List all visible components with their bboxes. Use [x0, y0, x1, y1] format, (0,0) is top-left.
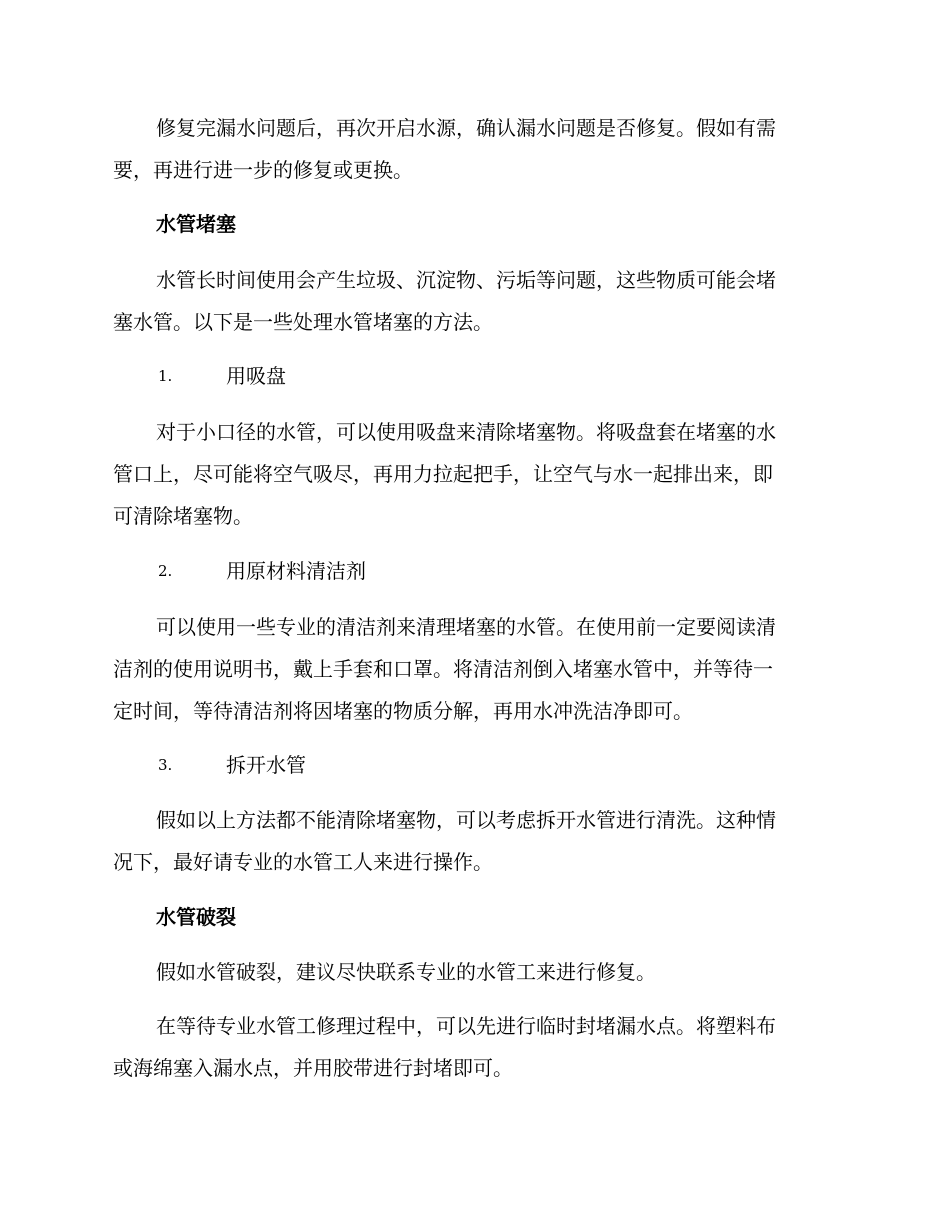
paragraph-line: 假如以上方法都不能清除堵塞物，可以考虑拆开水管进行清洗。这种情 — [156, 808, 776, 832]
paragraph-line: 在等待专业水管工修理过程中，可以先进行临时封堵漏水点。将塑料布 — [156, 1014, 776, 1038]
section-heading: 水管破裂 — [156, 905, 236, 929]
list-item-title: 用吸盘 — [226, 364, 286, 388]
paragraph-line: 洁剂的使用说明书，戴上手套和口罩。将清洁剂倒入堵塞水管中，并等待一 — [113, 657, 773, 681]
paragraph-line: 况下，最好请专业的水管工人来进行操作。 — [113, 850, 493, 874]
paragraph-line: 可以使用一些专业的清洁剂来清理堵塞的水管。在使用前一定要阅读清 — [156, 615, 776, 639]
paragraph-line: 假如水管破裂，建议尽快联系专业的水管工来进行修复。 — [156, 960, 656, 984]
list-item-title: 用原材料清洁剂 — [226, 559, 366, 583]
paragraph-line: 或海绵塞入漏水点，并用胶带进行封堵即可。 — [113, 1056, 513, 1080]
list-number: 1. — [158, 367, 173, 385]
paragraph-line: 管口上，尽可能将空气吸尽，再用力拉起把手，让空气与水一起排出来，即 — [113, 462, 773, 486]
paragraph-line: 要，再进行进一步的修复或更换。 — [113, 158, 413, 182]
paragraph-line: 修复完漏水问题后，再次开启水源，确认漏水问题是否修复。假如有需 — [156, 116, 776, 140]
list-item-title: 拆开水管 — [226, 753, 306, 777]
list-number: 2. — [158, 562, 173, 580]
paragraph-line: 对于小口径的水管，可以使用吸盘来清除堵塞物。将吸盘套在堵塞的水 — [156, 420, 776, 444]
list-number: 3. — [158, 756, 173, 774]
paragraph-line: 塞水管。以下是一些处理水管堵塞的方法。 — [113, 310, 493, 334]
paragraph-line: 定时间，等待清洁剂将因堵塞的物质分解，再用水冲洗洁净即可。 — [113, 699, 693, 723]
paragraph-line: 水管长时间使用会产生垃圾、沉淀物、污垢等问题，这些物质可能会堵 — [156, 268, 776, 292]
paragraph-line: 可清除堵塞物。 — [113, 504, 253, 528]
section-heading: 水管堵塞 — [156, 212, 236, 236]
